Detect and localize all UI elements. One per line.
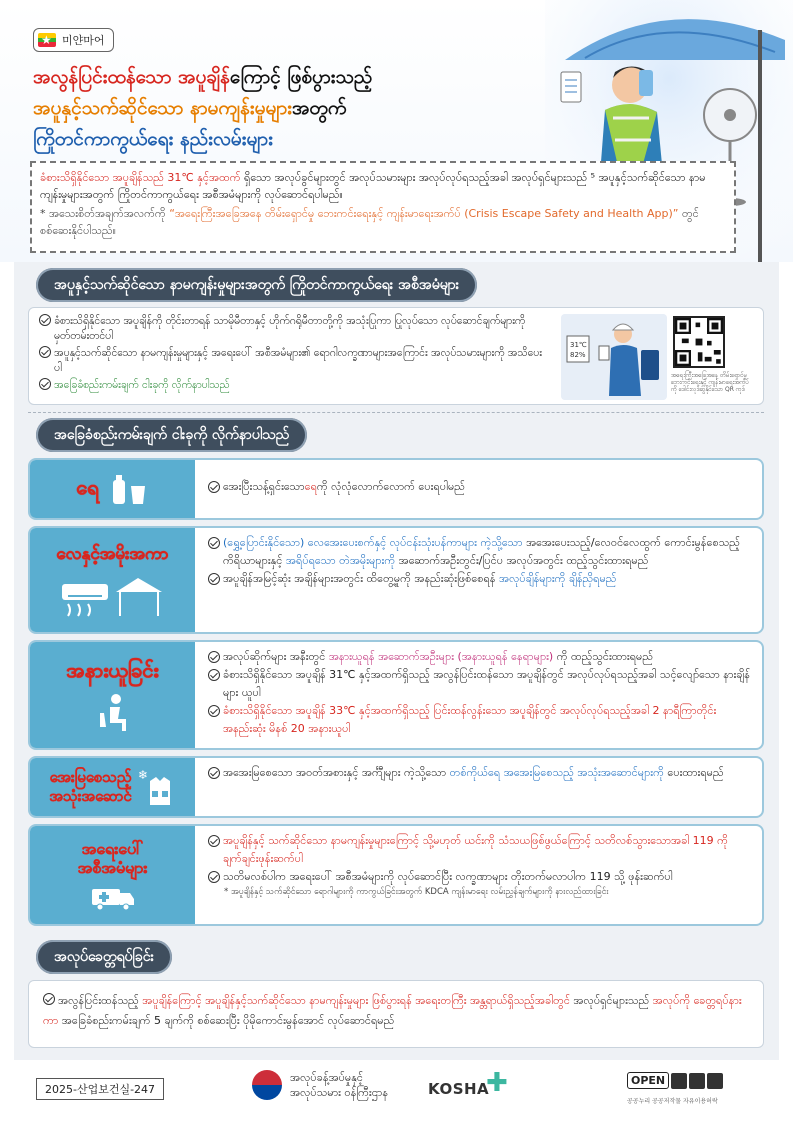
rule-wind-shade [28, 526, 764, 634]
emergency-text-1: အပူချိန်နှင့် သက်ဆိုင်သော နာမကျန်းမှုများကြောင့် သို့မဟုတ် ယင်းကို သံသယဖြစ်ဖွယ်ကြောင့် သတိလစ်သွားသောအခါ 119 ကို ချက်ချင်းဖုန်းဆက်ပါ [223, 834, 728, 865]
rule-rest-item [208, 666, 752, 702]
check-icon [208, 573, 220, 585]
taegeuk-logo-icon [252, 1070, 282, 1100]
ministry-name-line2: အလုပ်သမား ဝန်ကြီးဌာန [290, 1086, 389, 1099]
water-text-highlight: ရေ [304, 480, 317, 493]
wind-text-5: အပူချိန်အမြင့်ဆုံး အချိန်များအတွင်း ထိတွေ့မှုကို အနည်းဆုံးဖြစ်စေရန် [223, 572, 499, 585]
intro-box [30, 161, 736, 253]
myanmar-flag-icon: ★ [38, 33, 56, 47]
intro-highlight: ခံစားသိရှိနိုင်သော အပူချိန်သည် 31℃ နှင့်အထက် [40, 171, 241, 184]
rule-rest-item [208, 648, 752, 666]
check-icon [208, 705, 220, 717]
gear-text-1: အအေးမြစေသော အဝတ်အစားနှင့် အင်္ကျီများ ကဲ့သို့သော [223, 766, 450, 779]
license-noderiv-icon [707, 1073, 723, 1089]
measure-item [39, 346, 549, 376]
aircon-tent-icon [58, 574, 168, 618]
rule-gear-label-2: အသုံးအဆောင် [49, 787, 132, 805]
check-icon [208, 481, 220, 493]
check-icon [39, 346, 51, 358]
title-line1-black: ကြောင့် ဖြစ်ပွားသည့် [229, 66, 373, 88]
check-icon [39, 314, 51, 326]
water-text-c: ကို လုံလုံလောက်လောက် ပေးရပါမည် [316, 480, 465, 493]
resting-person-icon [96, 693, 130, 733]
open-license-caption: 공공누리 공공저작물 자유이용허락 [627, 1098, 718, 1105]
work-stop-card [28, 980, 764, 1048]
prevention-measures-card [28, 307, 764, 405]
emergency-text-2: သတိမလစ်ပါက အရေးပေါ် အစီအမံများကို လုပ်ဆောင်ပြီး လက္ခဏာများ တိုးတက်မလာပါက 119 သို့ ဖုန်းဆက်ပါ [223, 870, 673, 883]
cooling-vest-icon [138, 767, 176, 807]
open-license-badge [627, 1072, 723, 1089]
rule-emergency-label-panel [30, 826, 195, 924]
app-name-link: “အရေးကြီးအခြေအနေ တိမ်းရှောင်မှု ဘေးကင်းရေးနှင့် ကျန်းမာရေးအက်ပ် (Crisis Escape Safety and Health App)” [169, 207, 679, 220]
thermometer-worker-illustration [561, 314, 667, 400]
section1-heading: အပူနှင့်သက်ဆိုင်သော နာမကျန်းမှုများအတွက် ကြိုတင်ကာကွယ်ရေး အစီအမံများ [36, 268, 477, 302]
wind-text-2: အအေးပေးသည့်/လေဝင်လေထွက် ကောင်းမွန်စေသည့် ကိရိယာများနှင့် [223, 536, 740, 567]
rule-emergency [28, 824, 764, 926]
check-icon [208, 871, 220, 883]
check-icon [208, 669, 220, 681]
app-qr-block [561, 314, 751, 400]
measure-text: အပူနှင့်သက်ဆိုင်သော နာမကျန်းမှုများနှင့် အရေးပေါ် အစီအမံများ၏ ရောဂါလက္ခဏာများအကြောင်း အလုပ်သမားများကို အသိပေးပါ [54, 347, 542, 374]
title-line1-red: အလွန်ပြင်းထန်သော အပူချိန် [33, 66, 230, 88]
license-attribution-icon [671, 1073, 687, 1089]
rule-rest-label-panel [30, 642, 195, 748]
rule-emergency-label-2: အစီအမံများ [77, 858, 148, 877]
divider [28, 412, 764, 413]
document-id: 2025-산업보건실-247 [36, 1078, 164, 1100]
rule-water-label-panel [30, 460, 195, 518]
svg-text:❄: ❄ [137, 768, 148, 782]
qr-caption: အရေးကြီးအခြေအနေ တိမ်းရှောင်မှု ဘေးကင်းရေးနှင့် ကျန်းမာရေးအက်ပ်ကို ဒေါင်းလုဒ်ဆွဲနိုင်သော QR ကုဒ် [671, 372, 749, 393]
qr-code[interactable] [673, 316, 725, 368]
rule-gear-label-1: အေးမြစေသည့် [49, 768, 132, 786]
title-line2-black: အတွက် [291, 97, 347, 119]
wind-text-1: (ရွှေ့ပြောင်းနိုင်သော) လေအေးပေးစက်နှင့် လုပ်ငန်းသုံးပန်ကာများ ကဲ့သို့သော [223, 536, 523, 549]
check-icon [39, 378, 51, 390]
work-stop-text-2: အပူချိန်ကြောင့် အပူချိန်နှင့်သက်ဆိုင်သော နာမကျန်းမှုများ ဖြစ်ပွားရန် အရေးတကြီး အန္တရာယ်ရှိသည့်အခါတွင် [142, 994, 570, 1007]
license-noncommercial-icon [689, 1073, 705, 1089]
open-label: OPEN [627, 1072, 669, 1089]
kosha-plus-icon: ✚ [486, 1068, 508, 1098]
ministry-name-line1: အလုပ်ခန့်အပ်မှုနှင့် [290, 1071, 364, 1084]
footer [0, 1060, 793, 1122]
rest-text-2: အနားယူရန် အဆောက်အဦးများ (အနားယူရန် နေရာများ) [328, 650, 554, 663]
measure-text: ခံစားသိရှိနိုင်သော အပူချိန်ကို တိုင်းတာရန် သာမိုမီတာနှင့် ဟိုက်ဂရိုမီတာတို့ကို အသုံးပြုကာ ပြုလုပ်သော လုပ်ဆောင်ချက်များကို မှတ်တမ်းတင်ပါ [54, 315, 526, 342]
rule-wind-label: လေနှင့်အမိုးအကာ [56, 543, 169, 564]
humidity-readout: 82% [570, 351, 586, 359]
check-icon [43, 993, 55, 1005]
gear-text-3: ပေးထားရမည် [663, 766, 724, 779]
rule-wind-item [208, 534, 752, 570]
ministry-logo [252, 1070, 388, 1100]
check-icon [208, 537, 220, 549]
check-icon [208, 835, 220, 847]
check-icon [208, 651, 220, 663]
rule-gear-item [208, 764, 752, 782]
ambulance-icon [90, 883, 136, 911]
intro-note-suffix: တွင် စစ်ဆေးနိုင်ပါသည်။ [40, 207, 699, 237]
rule-cooling-gear [28, 756, 764, 818]
emergency-note: * အပူချိန်နှင့် သက်ဆိုင်သော ရောဂါများကို ကာကွယ်ခြင်းအတွက် KDCA ကျန်းမာရေး လမ်းညွှန်ချက်များကို နားလည်ထားခြင်း [224, 887, 609, 897]
intro-note-prefix: * အသေးစိတ်အချက်အလက်ကို [40, 207, 170, 220]
water-bottle-icon [109, 472, 149, 506]
measure-item [39, 314, 549, 344]
water-text-a: အေးပြီးသန့်ရှင်းသော [223, 480, 305, 493]
work-stop-text-3: အလုပ်ရှင်များသည် [569, 994, 653, 1007]
rest-text-4: ခံစားသိရှိနိုင်သော အပူချိန် 31℃ နှင့်အထက်ရှိသည့် အလွန်ပြင်းထန်သော အပူချိန်တွင် အလုပ်လုပ်ရသည့်အခါ သင့်လျော်သော နားချိန်များ ယူပါ [223, 668, 750, 699]
rule-emergency-item [208, 832, 752, 868]
rule-emergency-label-1: အရေးပေါ် [81, 839, 144, 858]
rule-rest-item [208, 702, 752, 738]
check-icon [208, 767, 220, 779]
work-stop-text-5: အခြေခံစည်းကမ်းချက် 5 ချက်ကို စစ်ဆေးပြီး ပိုမိုကောင်းမွန်အောင် လုပ်ဆောင်ရမည် [58, 1014, 395, 1027]
section2-heading: အခြေခံစည်းကမ်းချက် ငါးခုကို လိုက်နာပါသည် [36, 418, 307, 452]
rule-rest [28, 640, 764, 750]
language-tag-label: 미얀마어 [62, 34, 105, 47]
rule-wind-item [208, 570, 752, 588]
measure-item [39, 378, 549, 393]
section3-heading: အလုပ်ခေတ္တရပ်ခြင်း [36, 940, 172, 974]
rest-text-3: ကို ထည့်သွင်းထားရမည် [553, 650, 653, 663]
rule-water [28, 458, 764, 520]
wind-text-6: အလုပ်ချိန်များကို ချိန်ညှိရမည် [499, 572, 617, 585]
page-title [33, 62, 553, 155]
wind-text-4: အဆောက်အဦးတွင်း/ပြင်ပ အလုပ်အတွင်း ထည့်သွင်းထားရမည် [395, 554, 649, 567]
rule-emergency-item [208, 868, 752, 886]
work-stop-text-4: အလုပ်ကို ခေတ္တရပ်နားကာ [43, 994, 742, 1027]
temperature-readout: 31℃ [570, 341, 587, 349]
title-line3: ကြိုတင်ကာကွယ်ရေး နည်းလမ်းများ [33, 128, 273, 150]
kosha-logo: KOSHA [428, 1080, 490, 1098]
work-stop-text-1: အလွန်ပြင်းထန်သည့် [58, 994, 143, 1007]
language-tag [33, 28, 114, 52]
title-line2-orange: အပူနှင့်သက်ဆိုင်သော နာမကျန်းမှုများ [33, 97, 292, 119]
intro-text: ရှိသော အလုပ်ခွင်များတွင် အလုပ်သမားများ အလုပ်လုပ်ရသည့်အခါ အလုပ်ရှင်များသည် ⁵ အပူနှင့်သက်ဆိုင်သော နာမကျန်းမှုများအတွက် ကြိုတင်ကာကွယ်ရေး အစီအမံများကို လုပ်ဆောင်ရပါမည်။ [40, 171, 706, 201]
rule-wind-label-panel [30, 528, 195, 632]
rule-water-label: ရေ [76, 475, 99, 499]
measure-text: အခြေခံစည်းကမ်းချက် ငါးခုကို လိုက်နာပါသည် [54, 379, 230, 391]
wind-text-3: အရိပ်ရသော တဲအမိုးများကို [285, 554, 396, 567]
gear-text-2: တစ်ကိုယ်ရေ အအေးမြစေသည့် အသုံးအဆောင်များကို [449, 766, 664, 779]
rest-text-1: အလုပ်ဆိုက်များ အနီးတွင် [223, 650, 329, 663]
rule-gear-label-panel [30, 758, 195, 816]
rule-rest-label: အနားယူခြင်း [66, 658, 159, 682]
rule-water-item [208, 478, 752, 496]
rest-text-5: ခံစားသိရှိနိုင်သော အပူချိန် 33℃ နှင့်အထက်ရှိသည့် ပြင်းထန်လွန်းသော အပူချိန်တွင် အလုပ်လုပ်ရသည့်အခါ 2 နာရီကြာတိုင်း အနည်းဆုံး မိနစ် 20 အနားယူပါ [223, 704, 717, 735]
